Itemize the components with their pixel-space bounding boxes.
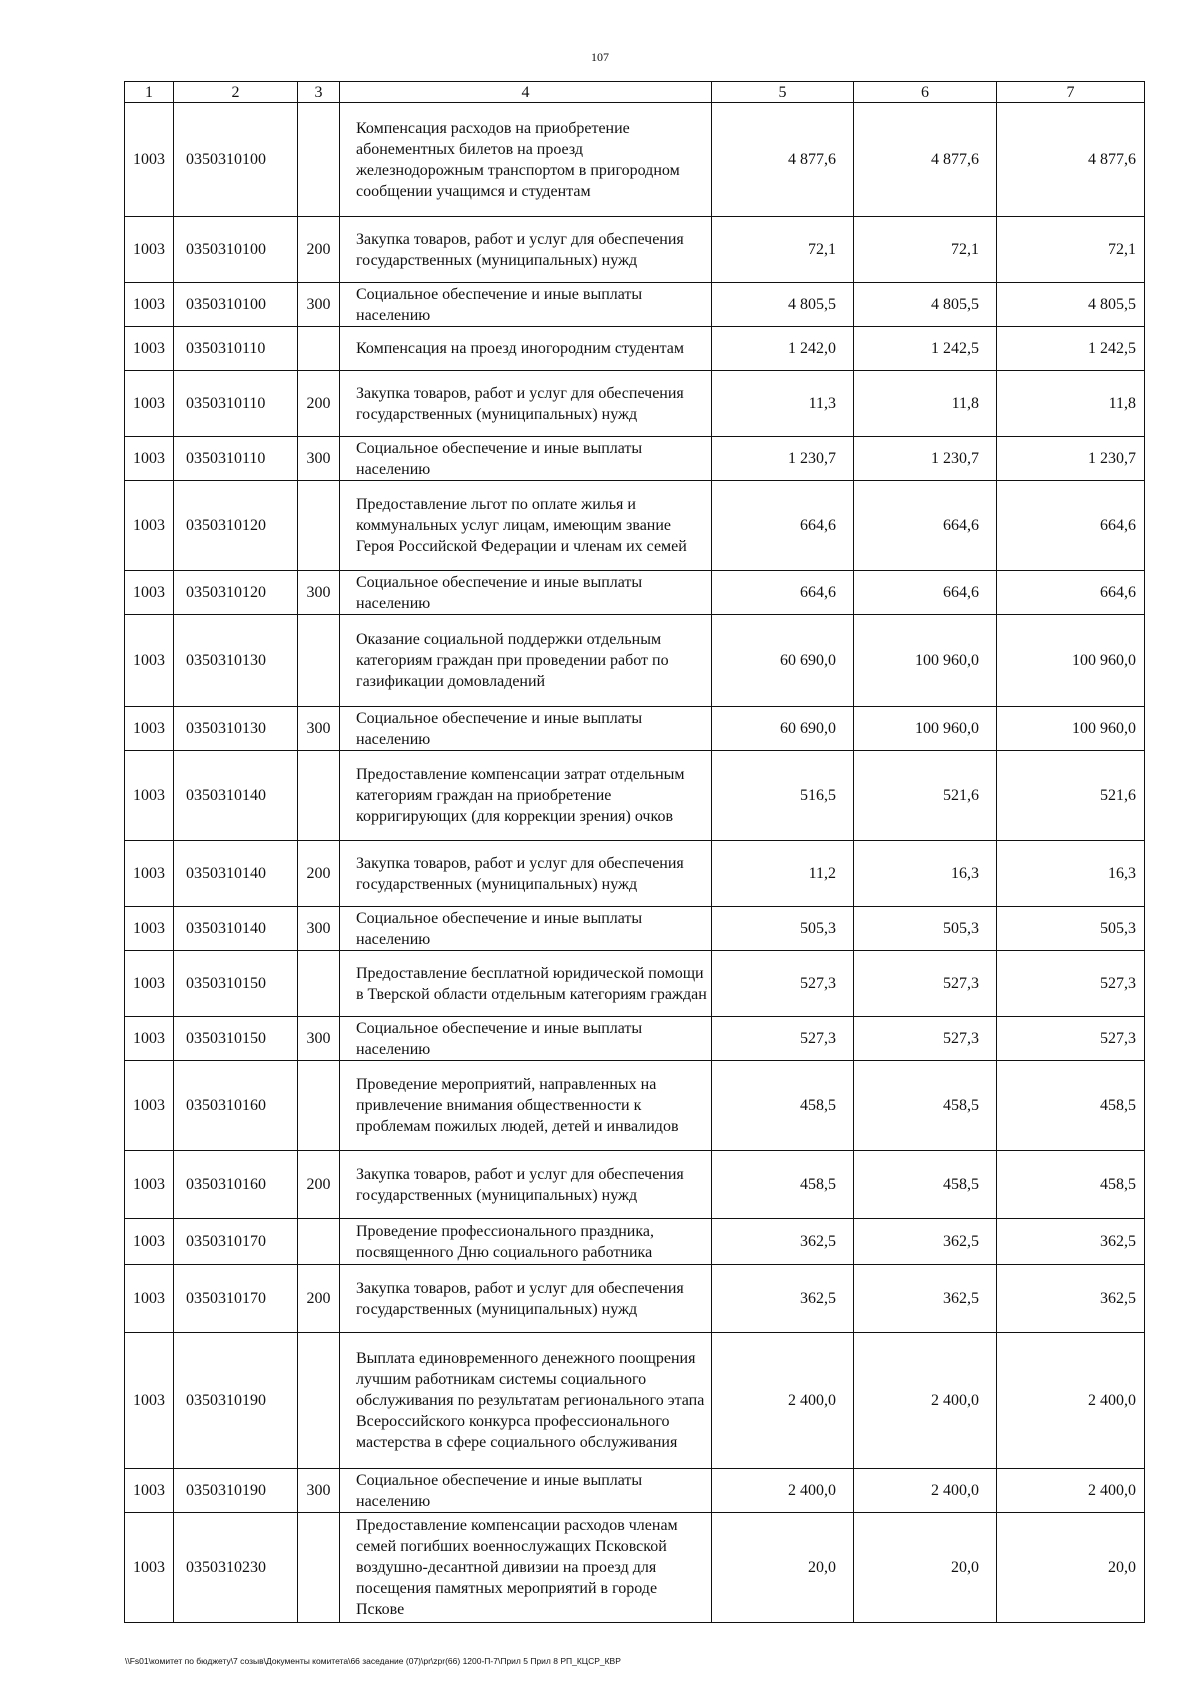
amount-col7-cell: 362,5	[997, 1265, 1145, 1333]
section-code-cell: 1003	[125, 1061, 174, 1151]
expense-type-cell: 300	[298, 707, 340, 751]
target-article-cell: 0350310190	[174, 1469, 298, 1513]
expense-type-cell	[298, 1061, 340, 1151]
page-number: 107	[591, 50, 609, 64]
target-article-cell: 0350310130	[174, 615, 298, 707]
amount-col5-cell: 527,3	[712, 1017, 854, 1061]
description-cell: Предоставление бесплатной юридической помощи в Тверской области отдельным категориям граждан	[340, 951, 712, 1017]
amount-col7-cell: 4 805,5	[997, 283, 1145, 327]
section-code-cell: 1003	[125, 1017, 174, 1061]
amount-col6-cell: 527,3	[854, 1017, 997, 1061]
expense-type-cell	[298, 951, 340, 1017]
footer-file-path: \\Fs01\комитет по бюджету\7 созыв\Документы комитета\66 заседание (07)\pr\zpr(66) 1200-П-7\Прил 5 Прил 8 РП_КЦСР_КВР	[125, 1656, 621, 1666]
column-number-6: 6	[854, 82, 997, 103]
description-cell: Социальное обеспечение и иные выплаты населению	[340, 1469, 712, 1513]
amount-col7-cell: 2 400,0	[997, 1333, 1145, 1469]
expense-type-cell: 200	[298, 371, 340, 437]
amount-col7-cell: 2 400,0	[997, 1469, 1145, 1513]
expense-type-cell	[298, 615, 340, 707]
amount-col6-cell: 664,6	[854, 571, 997, 615]
amount-col7-cell: 100 960,0	[997, 707, 1145, 751]
table-row	[125, 103, 1145, 217]
column-number-7: 7	[997, 82, 1145, 103]
amount-col6-cell: 458,5	[854, 1151, 997, 1219]
amount-col7-cell: 527,3	[997, 951, 1145, 1017]
description-cell: Закупка товаров, работ и услуг для обеспечения государственных (муниципальных) нужд	[340, 1151, 712, 1219]
section-code-cell: 1003	[125, 571, 174, 615]
target-article-cell: 0350310100	[174, 283, 298, 327]
amount-col6-cell: 4 805,5	[854, 283, 997, 327]
description-cell: Проведение профессионального праздника, посвященного Дню социального работника	[340, 1219, 712, 1265]
amount-col6-cell: 2 400,0	[854, 1333, 997, 1469]
table-row	[125, 481, 1145, 571]
amount-col5-cell: 60 690,0	[712, 615, 854, 707]
section-code-cell: 1003	[125, 283, 174, 327]
target-article-cell: 0350310110	[174, 327, 298, 371]
description-cell: Социальное обеспечение и иные выплаты населению	[340, 437, 712, 481]
table-row	[125, 217, 1145, 283]
description-cell: Предоставление компенсации затрат отдельным категориям граждан на приобретение корригирующих (для коррекции зрения) очков	[340, 751, 712, 841]
table-row	[125, 437, 1145, 481]
description-cell: Социальное обеспечение и иные выплаты населению	[340, 707, 712, 751]
amount-col5-cell: 2 400,0	[712, 1469, 854, 1513]
description-cell: Закупка товаров, работ и услуг для обеспечения государственных (муниципальных) нужд	[340, 217, 712, 283]
amount-col5-cell: 1 242,0	[712, 327, 854, 371]
amount-col5-cell: 72,1	[712, 217, 854, 283]
expense-type-cell: 300	[298, 907, 340, 951]
description-cell: Социальное обеспечение и иные выплаты населению	[340, 283, 712, 327]
amount-col5-cell: 362,5	[712, 1219, 854, 1265]
section-code-cell: 1003	[125, 707, 174, 751]
amount-col5-cell: 505,3	[712, 907, 854, 951]
target-article-cell: 0350310160	[174, 1061, 298, 1151]
table-row	[125, 283, 1145, 327]
amount-col5-cell: 664,6	[712, 571, 854, 615]
table-row	[125, 571, 1145, 615]
table-row	[125, 1017, 1145, 1061]
target-article-cell: 0350310100	[174, 217, 298, 283]
section-code-cell: 1003	[125, 437, 174, 481]
section-code-cell: 1003	[125, 481, 174, 571]
expense-type-cell	[298, 481, 340, 571]
table-row	[125, 327, 1145, 371]
column-number-4: 4	[340, 82, 712, 103]
description-cell: Оказание социальной поддержки отдельным категориям граждан при проведении работ по газификации домовладений	[340, 615, 712, 707]
section-code-cell: 1003	[125, 951, 174, 1017]
amount-col5-cell: 20,0	[712, 1513, 854, 1623]
column-number-1: 1	[125, 82, 174, 103]
section-code-cell: 1003	[125, 751, 174, 841]
amount-col6-cell: 527,3	[854, 951, 997, 1017]
table-row	[125, 707, 1145, 751]
description-cell: Социальное обеспечение и иные выплаты населению	[340, 907, 712, 951]
amount-col5-cell: 11,3	[712, 371, 854, 437]
amount-col6-cell: 664,6	[854, 481, 997, 571]
table-row	[125, 1469, 1145, 1513]
amount-col7-cell: 664,6	[997, 481, 1145, 571]
section-code-cell: 1003	[125, 907, 174, 951]
amount-col7-cell: 1 242,5	[997, 327, 1145, 371]
table-row	[125, 1513, 1145, 1623]
section-code-cell: 1003	[125, 615, 174, 707]
section-code-cell: 1003	[125, 1513, 174, 1623]
table-body	[125, 103, 1145, 1623]
amount-col5-cell: 2 400,0	[712, 1333, 854, 1469]
description-cell: Закупка товаров, работ и услуг для обеспечения государственных (муниципальных) нужд	[340, 841, 712, 907]
target-article-cell: 0350310140	[174, 907, 298, 951]
description-cell: Компенсация расходов на приобретение абонементных билетов на проезд железнодорожным транспортом в пригородном сообщении учащимся и студентам	[340, 103, 712, 217]
amount-col7-cell: 527,3	[997, 1017, 1145, 1061]
amount-col6-cell: 1 242,5	[854, 327, 997, 371]
section-code-cell: 1003	[125, 327, 174, 371]
section-code-cell: 1003	[125, 1265, 174, 1333]
table-row	[125, 1219, 1145, 1265]
expense-type-cell: 300	[298, 283, 340, 327]
target-article-cell: 0350310190	[174, 1333, 298, 1469]
section-code-cell: 1003	[125, 1469, 174, 1513]
table-row	[125, 751, 1145, 841]
description-cell: Компенсация на проезд иногородним студентам	[340, 327, 712, 371]
amount-col6-cell: 362,5	[854, 1219, 997, 1265]
amount-col5-cell: 362,5	[712, 1265, 854, 1333]
budget-table	[124, 81, 1145, 1623]
expense-type-cell	[298, 327, 340, 371]
amount-col7-cell: 20,0	[997, 1513, 1145, 1623]
description-cell: Социальное обеспечение и иные выплаты населению	[340, 571, 712, 615]
table-row	[125, 371, 1145, 437]
amount-col6-cell: 20,0	[854, 1513, 997, 1623]
target-article-cell: 0350310130	[174, 707, 298, 751]
amount-col7-cell: 362,5	[997, 1219, 1145, 1265]
expense-type-cell: 200	[298, 1151, 340, 1219]
table-row	[125, 1061, 1145, 1151]
expense-type-cell	[298, 1513, 340, 1623]
description-cell: Проведение мероприятий, направленных на привлечение внимания общественности к проблемам пожилых людей, детей и инвалидов	[340, 1061, 712, 1151]
amount-col5-cell: 4 877,6	[712, 103, 854, 217]
expense-type-cell	[298, 1219, 340, 1265]
amount-col6-cell: 16,3	[854, 841, 997, 907]
column-number-2: 2	[174, 82, 298, 103]
amount-col6-cell: 458,5	[854, 1061, 997, 1151]
expense-type-cell: 300	[298, 437, 340, 481]
table-row	[125, 951, 1145, 1017]
table-row	[125, 1265, 1145, 1333]
target-article-cell: 0350310110	[174, 371, 298, 437]
description-cell: Выплата единовременного денежного поощрения лучшим работникам системы социального обслуживания по результатам регионального этапа Всероссийского конкурса профессионального мастерства в сфере социального обслуживания	[340, 1333, 712, 1469]
table-row	[125, 1151, 1145, 1219]
amount-col7-cell: 72,1	[997, 217, 1145, 283]
amount-col6-cell: 2 400,0	[854, 1469, 997, 1513]
amount-col5-cell: 1 230,7	[712, 437, 854, 481]
amount-col7-cell: 4 877,6	[997, 103, 1145, 217]
amount-col7-cell: 100 960,0	[997, 615, 1145, 707]
amount-col5-cell: 458,5	[712, 1061, 854, 1151]
section-code-cell: 1003	[125, 217, 174, 283]
amount-col6-cell: 362,5	[854, 1265, 997, 1333]
amount-col5-cell: 664,6	[712, 481, 854, 571]
amount-col6-cell: 100 960,0	[854, 615, 997, 707]
column-number-5: 5	[712, 82, 854, 103]
amount-col6-cell: 100 960,0	[854, 707, 997, 751]
amount-col5-cell: 4 805,5	[712, 283, 854, 327]
target-article-cell: 0350310150	[174, 951, 298, 1017]
amount-col6-cell: 4 877,6	[854, 103, 997, 217]
amount-col7-cell: 16,3	[997, 841, 1145, 907]
amount-col5-cell: 516,5	[712, 751, 854, 841]
target-article-cell: 0350310140	[174, 751, 298, 841]
description-cell: Социальное обеспечение и иные выплаты населению	[340, 1017, 712, 1061]
section-code-cell: 1003	[125, 1151, 174, 1219]
amount-col5-cell: 60 690,0	[712, 707, 854, 751]
expense-type-cell	[298, 1333, 340, 1469]
section-code-cell: 1003	[125, 1219, 174, 1265]
expense-type-cell	[298, 751, 340, 841]
target-article-cell: 0350310120	[174, 481, 298, 571]
expense-type-cell: 300	[298, 1469, 340, 1513]
description-cell: Закупка товаров, работ и услуг для обеспечения государственных (муниципальных) нужд	[340, 371, 712, 437]
section-code-cell: 1003	[125, 103, 174, 217]
amount-col6-cell: 505,3	[854, 907, 997, 951]
amount-col6-cell: 11,8	[854, 371, 997, 437]
table-row	[125, 841, 1145, 907]
target-article-cell: 0350310170	[174, 1265, 298, 1333]
target-article-cell: 0350310140	[174, 841, 298, 907]
section-code-cell: 1003	[125, 371, 174, 437]
amount-col7-cell: 664,6	[997, 571, 1145, 615]
expense-type-cell: 300	[298, 571, 340, 615]
target-article-cell: 0350310110	[174, 437, 298, 481]
description-cell: Предоставление льгот по оплате жилья и коммунальных услуг лицам, имеющим звание Героя Российской Федерации и членам их семей	[340, 481, 712, 571]
target-article-cell: 0350310100	[174, 103, 298, 217]
description-cell: Закупка товаров, работ и услуг для обеспечения государственных (муниципальных) нужд	[340, 1265, 712, 1333]
table-row	[125, 615, 1145, 707]
target-article-cell: 0350310170	[174, 1219, 298, 1265]
amount-col6-cell: 72,1	[854, 217, 997, 283]
section-code-cell: 1003	[125, 1333, 174, 1469]
amount-col5-cell: 11,2	[712, 841, 854, 907]
expense-type-cell: 200	[298, 841, 340, 907]
expense-type-cell: 200	[298, 1265, 340, 1333]
amount-col7-cell: 505,3	[997, 907, 1145, 951]
target-article-cell: 0350310150	[174, 1017, 298, 1061]
description-cell: Предоставление компенсации расходов членам семей погибших военнослужащих Псковской воздушно-десантной дивизии на проезд для посещения памятных мероприятий в городе Пскове	[340, 1513, 712, 1623]
amount-col6-cell: 1 230,7	[854, 437, 997, 481]
amount-col5-cell: 458,5	[712, 1151, 854, 1219]
target-article-cell: 0350310160	[174, 1151, 298, 1219]
expense-type-cell: 300	[298, 1017, 340, 1061]
amount-col7-cell: 521,6	[997, 751, 1145, 841]
expense-type-cell	[298, 103, 340, 217]
amount-col7-cell: 11,8	[997, 371, 1145, 437]
column-number-row	[125, 82, 1145, 103]
amount-col7-cell: 458,5	[997, 1061, 1145, 1151]
amount-col7-cell: 458,5	[997, 1151, 1145, 1219]
table-row	[125, 907, 1145, 951]
amount-col7-cell: 1 230,7	[997, 437, 1145, 481]
target-article-cell: 0350310120	[174, 571, 298, 615]
expense-type-cell: 200	[298, 217, 340, 283]
table-row	[125, 1333, 1145, 1469]
column-number-3: 3	[298, 82, 340, 103]
amount-col5-cell: 527,3	[712, 951, 854, 1017]
section-code-cell: 1003	[125, 841, 174, 907]
target-article-cell: 0350310230	[174, 1513, 298, 1623]
amount-col6-cell: 521,6	[854, 751, 997, 841]
